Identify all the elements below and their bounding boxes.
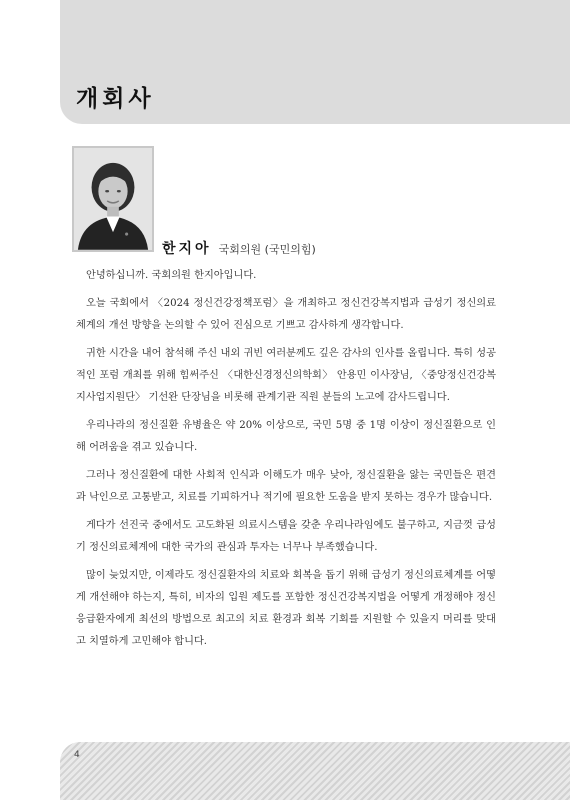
speaker-photo [72,146,154,252]
paragraph: 오늘 국회에서 〈2024 정신건강정책포럼〉을 개최하고 정신건강복지법과 급성기 정신의료체계의 개선 방향을 논의할 수 있어 진심으로 기쁘고 감사하게 생각합니다. [76,298,496,331]
paragraph: 우리나라의 정신질환 유병율은 약 20% 이상으로, 국민 5명 중 1명 이상이 정신질환으로 인해 어려움을 겪고 있습니다. [76,420,496,453]
speaker-name: 한지아 [162,241,212,257]
speaker-title: 국회의원 (국민의힘) [218,243,316,256]
page-number: 4 [74,750,80,760]
paragraph: 귀한 시간을 내어 참석해 주신 내외 귀빈 여러분께도 깊은 감사의 인사를 올립니다. 특히 성공적인 포럼 개최를 위해 힘써주신 〈대한신경정신의학회〉 안용민 이사장님, 〈중앙정신건강복지사업지원단〉 기선완 단장님을 비롯해 관계기관 직원 분들의 노고에 감사드립니다. [76,348,496,403]
paragraph: 안녕하십니까. 국회의원 한지아입니다. [86,270,257,281]
section-title: 개회사 [76,86,155,112]
paragraph: 많이 늦었지만, 이제라도 정신질환자의 치료와 회복을 돕기 위해 급성기 정신의료체계를 어떻게 개선해야 하는지, 특히, 비자의 입원 제도를 포함한 정신건강복지법을 어떻게 개정해야 정신 응급환자에게 최선의 방법으로 최고의 치료 환경과 회복 기회를 지원할 수 있을지 머리를 맞대고 치열하게 고민해야 합니다. [76,570,496,647]
paragraph: 게다가 선진국 중에서도 고도화된 의료시스템을 갖춘 우리나라임에도 불구하고, 지금껏 급성기 정신의료체계에 대한 국가의 관심과 투자는 너무나 부족했습니다. [76,520,496,553]
speech-body [76,265,496,659]
paragraph: 그러나 정신질환에 대한 사회적 인식과 이해도가 매우 낮아, 정신질환을 앓는 국민들은 편견과 낙인으로 고통받고, 치료를 기피하거나 적기에 필요한 도움을 받지 못하는 경우가 많습니다. [76,470,496,503]
speaker-portrait-image [74,148,152,250]
footer-band [60,742,570,800]
speaker-line [162,238,316,258]
